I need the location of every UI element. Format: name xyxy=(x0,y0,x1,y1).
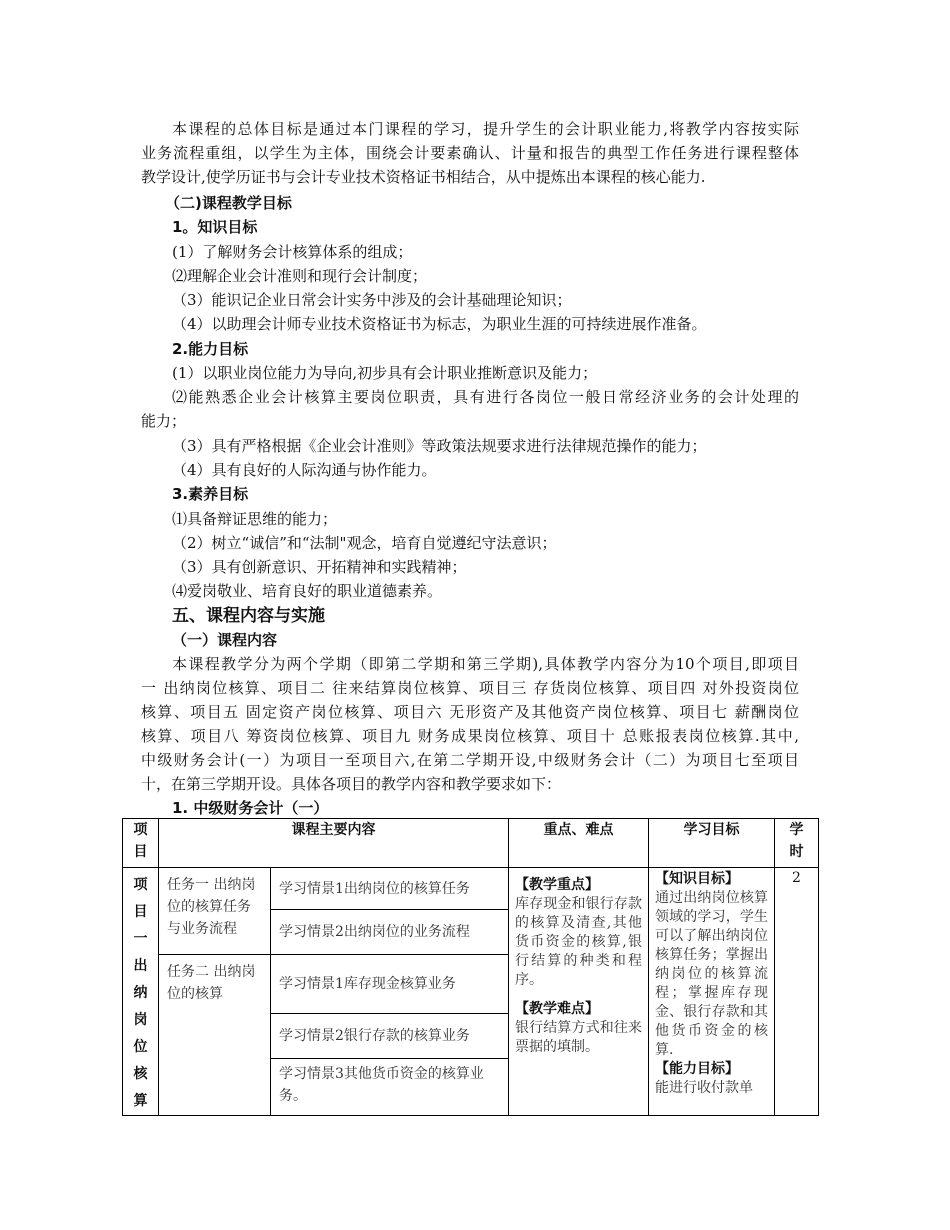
intro-line-2: 业务流程重组，以学生为主体，围绕会计要素确认、计量和报告的典型工作任务进行课程整体 xyxy=(141,144,799,162)
project-char: 一 xyxy=(133,931,148,947)
section-five-title: 五、课程内容与实施 xyxy=(172,606,325,626)
knowledge-item-4: （4）以助理会计师专业技术资格证书为标志，为职业生涯的可持续进展作准备。 xyxy=(172,315,707,333)
ability-item-1: (1）以职业岗位能力为导向,初步具有会计职业推断意识及能力； xyxy=(172,364,598,382)
header-hours-char-2: 时 xyxy=(789,844,804,860)
task-2-cell: 任务二 出纳岗位的核算 xyxy=(159,955,271,1116)
project-char: 岗 xyxy=(133,1012,148,1028)
header-key-points: 重点、难点 xyxy=(509,819,649,868)
knowledge-item-2: ⑵理解企业会计准则和现行会计制度； xyxy=(172,267,428,285)
scenario-2: 学习情景2出纳岗位的业务流程 xyxy=(271,910,509,955)
table-row xyxy=(123,868,819,910)
project-char: 核 xyxy=(133,1066,148,1082)
project-char: 纳 xyxy=(133,985,148,1001)
content-line-4: 核算、项目八 筹资岗位核算、项目九 财务成果岗位核算、项目十 总账报表岗位核算.其中, xyxy=(141,727,799,745)
knowledge-objective-text: 通过出纳岗位核算领域的学习，学生可以了解出纳岗位核算任务；掌握出纳岗位的核算流程；掌握库存现金、银行存款和其他货币资金的核算. xyxy=(655,890,768,1058)
difficulty-text: 银行结算方式和往来票据的填制。 xyxy=(515,1020,642,1055)
content-line-3: 核算、项目五 固定资产岗位核算、项目六 无形资产及其他资产岗位核算、项目七 薪酬岗位 xyxy=(141,703,799,721)
project-char: 算 xyxy=(133,1093,148,1109)
ability-item-2: ⑵能熟悉企业会计核算主要岗位职责，具有进行各岗位一般日常经济业务的会计处理的 xyxy=(172,388,799,406)
knowledge-objective-label: 【知识目标】 xyxy=(655,871,739,887)
content-line-6: 十，在第三学期开设。具体各项目的教学内容和教学要求如下： xyxy=(141,775,562,793)
section-content-title: （一）课程内容 xyxy=(172,631,278,649)
ability-item-3: （3）具有严格根据《企业会计准则》等政策法规要求进行法律规范操作的能力； xyxy=(172,437,707,455)
intro-line-3: 教学设计,使学历证书与会计专业技术资格证书相结合，从中提炼出本课程的核心能力. xyxy=(141,168,706,186)
header-hours xyxy=(775,819,819,868)
quality-item-1: ⑴具备辩证思维的能力； xyxy=(172,510,338,528)
difficulty-label: 【教学难点】 xyxy=(515,1001,599,1017)
header-project-char-1: 项 xyxy=(133,822,148,838)
header-content: 课程主要内容 xyxy=(159,819,509,868)
ability-objective-text: 能进行收付款单 xyxy=(655,1080,753,1096)
knowledge-item-1: (1）了解财务会计核算体系的组成； xyxy=(172,243,413,261)
quality-item-3: （3）具有创新意识、开拓精神和实践精神； xyxy=(172,558,467,576)
hours-cell: 2 xyxy=(775,868,819,1116)
scenario-4: 学习情景2银行存款的核算业务 xyxy=(271,1014,509,1059)
project-char: 项 xyxy=(133,877,148,893)
course-content-table xyxy=(122,818,819,1116)
header-project-char-2: 目 xyxy=(133,844,148,860)
header-project xyxy=(123,819,159,868)
intro-line-1: 本课程的总体目标是通过本门课程的学习，提升学生的会计职业能力,将教学内容按实际 xyxy=(172,120,799,138)
header-hours-char-1: 学 xyxy=(789,822,804,838)
content-line-1: 本课程教学分为两个学期（即第二学期和第三学期),具体教学内容分为10个项目,即项目 xyxy=(172,655,799,673)
knowledge-item-3: （3）能识记企业日常会计实务中涉及的会计基础理论知识； xyxy=(172,291,572,309)
ability-item-2-cont: 能力； xyxy=(141,412,187,430)
scenario-3: 学习情景1库存现金核算业务 xyxy=(271,955,509,1014)
project-name-cell xyxy=(123,868,159,1116)
project-char: 目 xyxy=(133,904,148,920)
objectives-cell xyxy=(649,868,775,1116)
ability-item-4: （4）具有良好的人际沟通与协作能力。 xyxy=(172,461,437,479)
project-char: 出 xyxy=(133,958,148,974)
key-points-cell xyxy=(509,868,649,1116)
quality-title: 3.素养目标 xyxy=(172,485,249,503)
scenario-1: 学习情景1出纳岗位的核算任务 xyxy=(271,868,509,910)
content-line-2: 一 出纳岗位核算、项目二 往来结算岗位核算、项目三 存货岗位核算、项目四 对外投资岗位 xyxy=(141,679,799,697)
quality-item-4: ⑷爱岗敬业、培育良好的职业道德素养。 xyxy=(172,582,443,600)
project-char: 位 xyxy=(133,1039,148,1055)
table-header-row xyxy=(123,819,819,868)
task-1-cell: 任务一 出纳岗位的核算任务与业务流程 xyxy=(159,868,271,955)
ability-objective-label: 【能力目标】 xyxy=(655,1061,739,1077)
header-objectives: 学习目标 xyxy=(649,819,775,868)
subsection-title: 1. 中级财务会计（一） xyxy=(172,799,329,817)
knowledge-title: 1。知识目标 xyxy=(172,218,258,236)
scenario-5: 学习情景3其他货币资金的核算业务。 xyxy=(271,1059,509,1116)
section-teaching-goals: （二)课程教学目标 xyxy=(165,194,292,212)
quality-item-2: （2）树立“诚信”和“法制"观念，培育自觉遵纪守法意识； xyxy=(172,534,557,552)
ability-title: 2.能力目标 xyxy=(172,340,249,358)
key-point-text: 库存现金和银行存款的核算及清查,其他货币资金的核算,银行结算的种类和程序。 xyxy=(515,896,642,988)
content-line-5: 中级财务会计(一）为项目一至项目六,在第二学期开设,中级财务会计（二）为项目七至项目 xyxy=(141,751,799,769)
key-point-label: 【教学重点】 xyxy=(515,877,599,893)
